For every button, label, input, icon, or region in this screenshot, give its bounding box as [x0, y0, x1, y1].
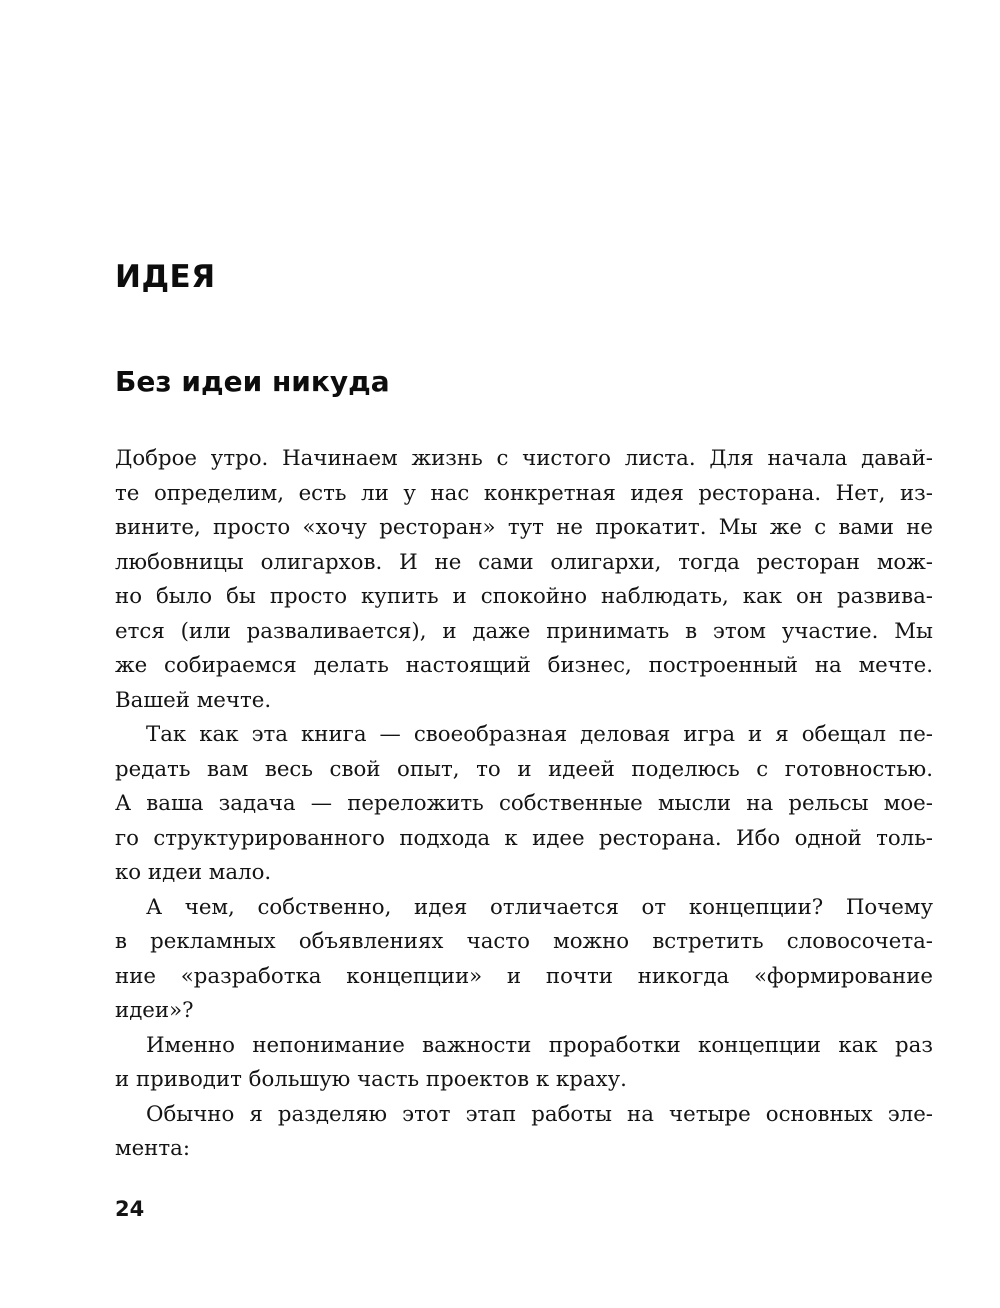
text-line: Вашей мечте.: [115, 687, 272, 713]
text-line: мента:: [115, 1136, 191, 1161]
text-line: любовницы олигархов. И не сами олигархи, тогда ресторан мож-: [115, 549, 933, 575]
text-line: же собираемся делать настоящий бизнес, построенный на мечте.: [115, 653, 933, 678]
text-line: Так как эта книга — своеобразная деловая игра и я обещал пе-: [146, 722, 933, 747]
body-text: [115, 442, 933, 1167]
text-line: редать вам весь свой опыт, то и идеей поделюсь с готовностью.: [115, 756, 933, 782]
chapter-title: ИДЕЯ: [115, 259, 216, 295]
text-line: вините, просто «хочу ресторан» тут не прокатит. Мы же с вами не: [115, 515, 933, 540]
text-line: и приводит большую часть проектов к краху.: [115, 1067, 627, 1092]
text-line: А ваша задача — переложить собственные мысли на рельсы мое-: [115, 791, 933, 816]
text-line: ние «разработка концепции» и почти никогда «формирование: [115, 963, 933, 989]
book-page: [115, 0, 933, 1308]
text-line: го структурированного подхода к идее ресторана. Ибо одной толь-: [115, 825, 933, 851]
text-line: Именно непонимание важности проработки концепции как раз: [146, 1032, 933, 1058]
section-title: Без идеи никуда: [115, 365, 390, 398]
paragraph: [115, 891, 933, 1029]
text-line: в рекламных объявлениях часто можно встретить словосочета-: [115, 929, 933, 954]
text-line: А чем, собственно, идея отличается от концепции? Почему: [146, 894, 933, 920]
text-line: Доброе утро. Начинаем жизнь с чистого листа. Для начала давай-: [115, 446, 933, 471]
paragraph: [115, 1098, 933, 1167]
paragraph: [115, 718, 933, 891]
page-number: 24: [115, 1197, 145, 1221]
paragraph: [115, 442, 933, 718]
text-line: ко идеи мало.: [115, 860, 272, 885]
text-line: те определим, есть ли у нас конкретная идея ресторана. Нет, из-: [115, 480, 933, 506]
text-line: идеи»?: [115, 998, 194, 1023]
text-line: Обычно я разделяю этот этап работы на четыре основных эле-: [146, 1101, 933, 1127]
paragraph: [115, 1029, 933, 1098]
text-line: но было бы просто купить и спокойно наблюдать, как он развива-: [115, 584, 933, 609]
text-line: ется (или разваливается), и даже принимать в этом участие. Мы: [115, 618, 933, 644]
